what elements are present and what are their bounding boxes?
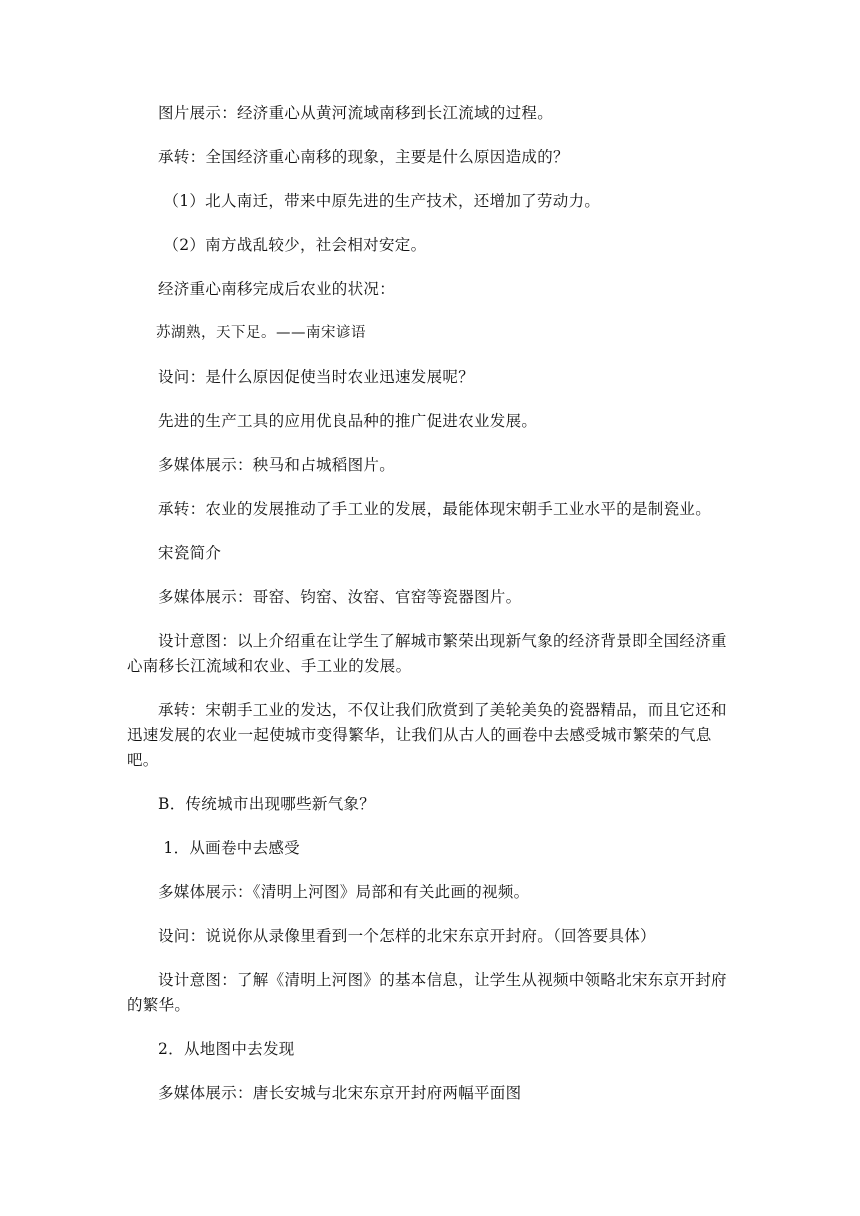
paragraph-subsection-2: 2．从地图中去发现	[158, 1040, 295, 1058]
paragraph-question-agriculture: 设问：是什么原因促使当时农业迅速发展呢？	[158, 368, 475, 386]
paragraph-reason-1: （1）北人南迁，带来中原先进的生产技术，还增加了劳动力。	[163, 192, 601, 210]
paragraph-question-video: 设问：说说你从录像里看到一个怎样的北宋东京开封府。（回答要具体）	[158, 927, 656, 945]
paragraph-agriculture-status: 经济重心南移完成后农业的状况：	[158, 280, 396, 298]
paragraph-transition-city: 承转：宋朝手工业的发达，不仅让我们欣赏到了美轮美奂的瓷器精品，而且它还和迅速发展的农业一起使城市变得繁华，让我们从古人的画卷中去感受城市繁荣的气息吧。	[127, 701, 727, 769]
paragraph-section-b: B．传统城市出现哪些新气象？	[158, 795, 376, 813]
paragraph-media-yangma: 多媒体展示：秧马和占城稻图片。	[158, 456, 396, 474]
paragraph-design-intent-1: 设计意图：以上介绍重在让学生了解城市繁荣出现新气象的经济背景即全国经济重心南移长江流域和农业、手工业的发展。	[127, 632, 727, 675]
paragraph-proverb: 苏湖熟，天下足。——南宋谚语	[156, 325, 366, 341]
paragraph-media-qingming: 多媒体展示：《清明上河图》局部和有关此画的视频。	[158, 883, 530, 901]
paragraph-media-kilns: 多媒体展示：哥窑、钧窑、汝窑、官窑等瓷器图片。	[158, 588, 522, 606]
paragraph-picture-display: 图片展示：经济重心从黄河流域南移到长江流域的过程。	[158, 104, 554, 122]
paragraph-media-maps: 多媒体展示：唐长安城与北宋东京开封府两幅平面图	[158, 1084, 522, 1102]
paragraph-transition-porcelain: 承转：农业的发展推动了手工业的发展，最能体现宋朝手工业水平的是制瓷业。	[158, 500, 712, 518]
paragraph-song-porcelain-intro: 宋瓷简介	[158, 544, 222, 562]
paragraph-reason-2: （2）南方战乱较少，社会相对安定。	[163, 236, 427, 254]
document-body	[127, 101, 733, 1125]
paragraph-transition-question: 承转：全国经济重心南移的现象，主要是什么原因造成的？	[158, 148, 569, 166]
paragraph-subsection-1: 1．从画卷中去感受	[163, 839, 300, 857]
paragraph-tools-answer: 先进的生产工具的应用优良品种的推广促进农业发展。	[158, 412, 538, 430]
paragraph-design-intent-2: 设计意图：了解《清明上河图》的基本信息，让学生从视频中领略北宋东京开封府的繁华。	[127, 971, 727, 1014]
